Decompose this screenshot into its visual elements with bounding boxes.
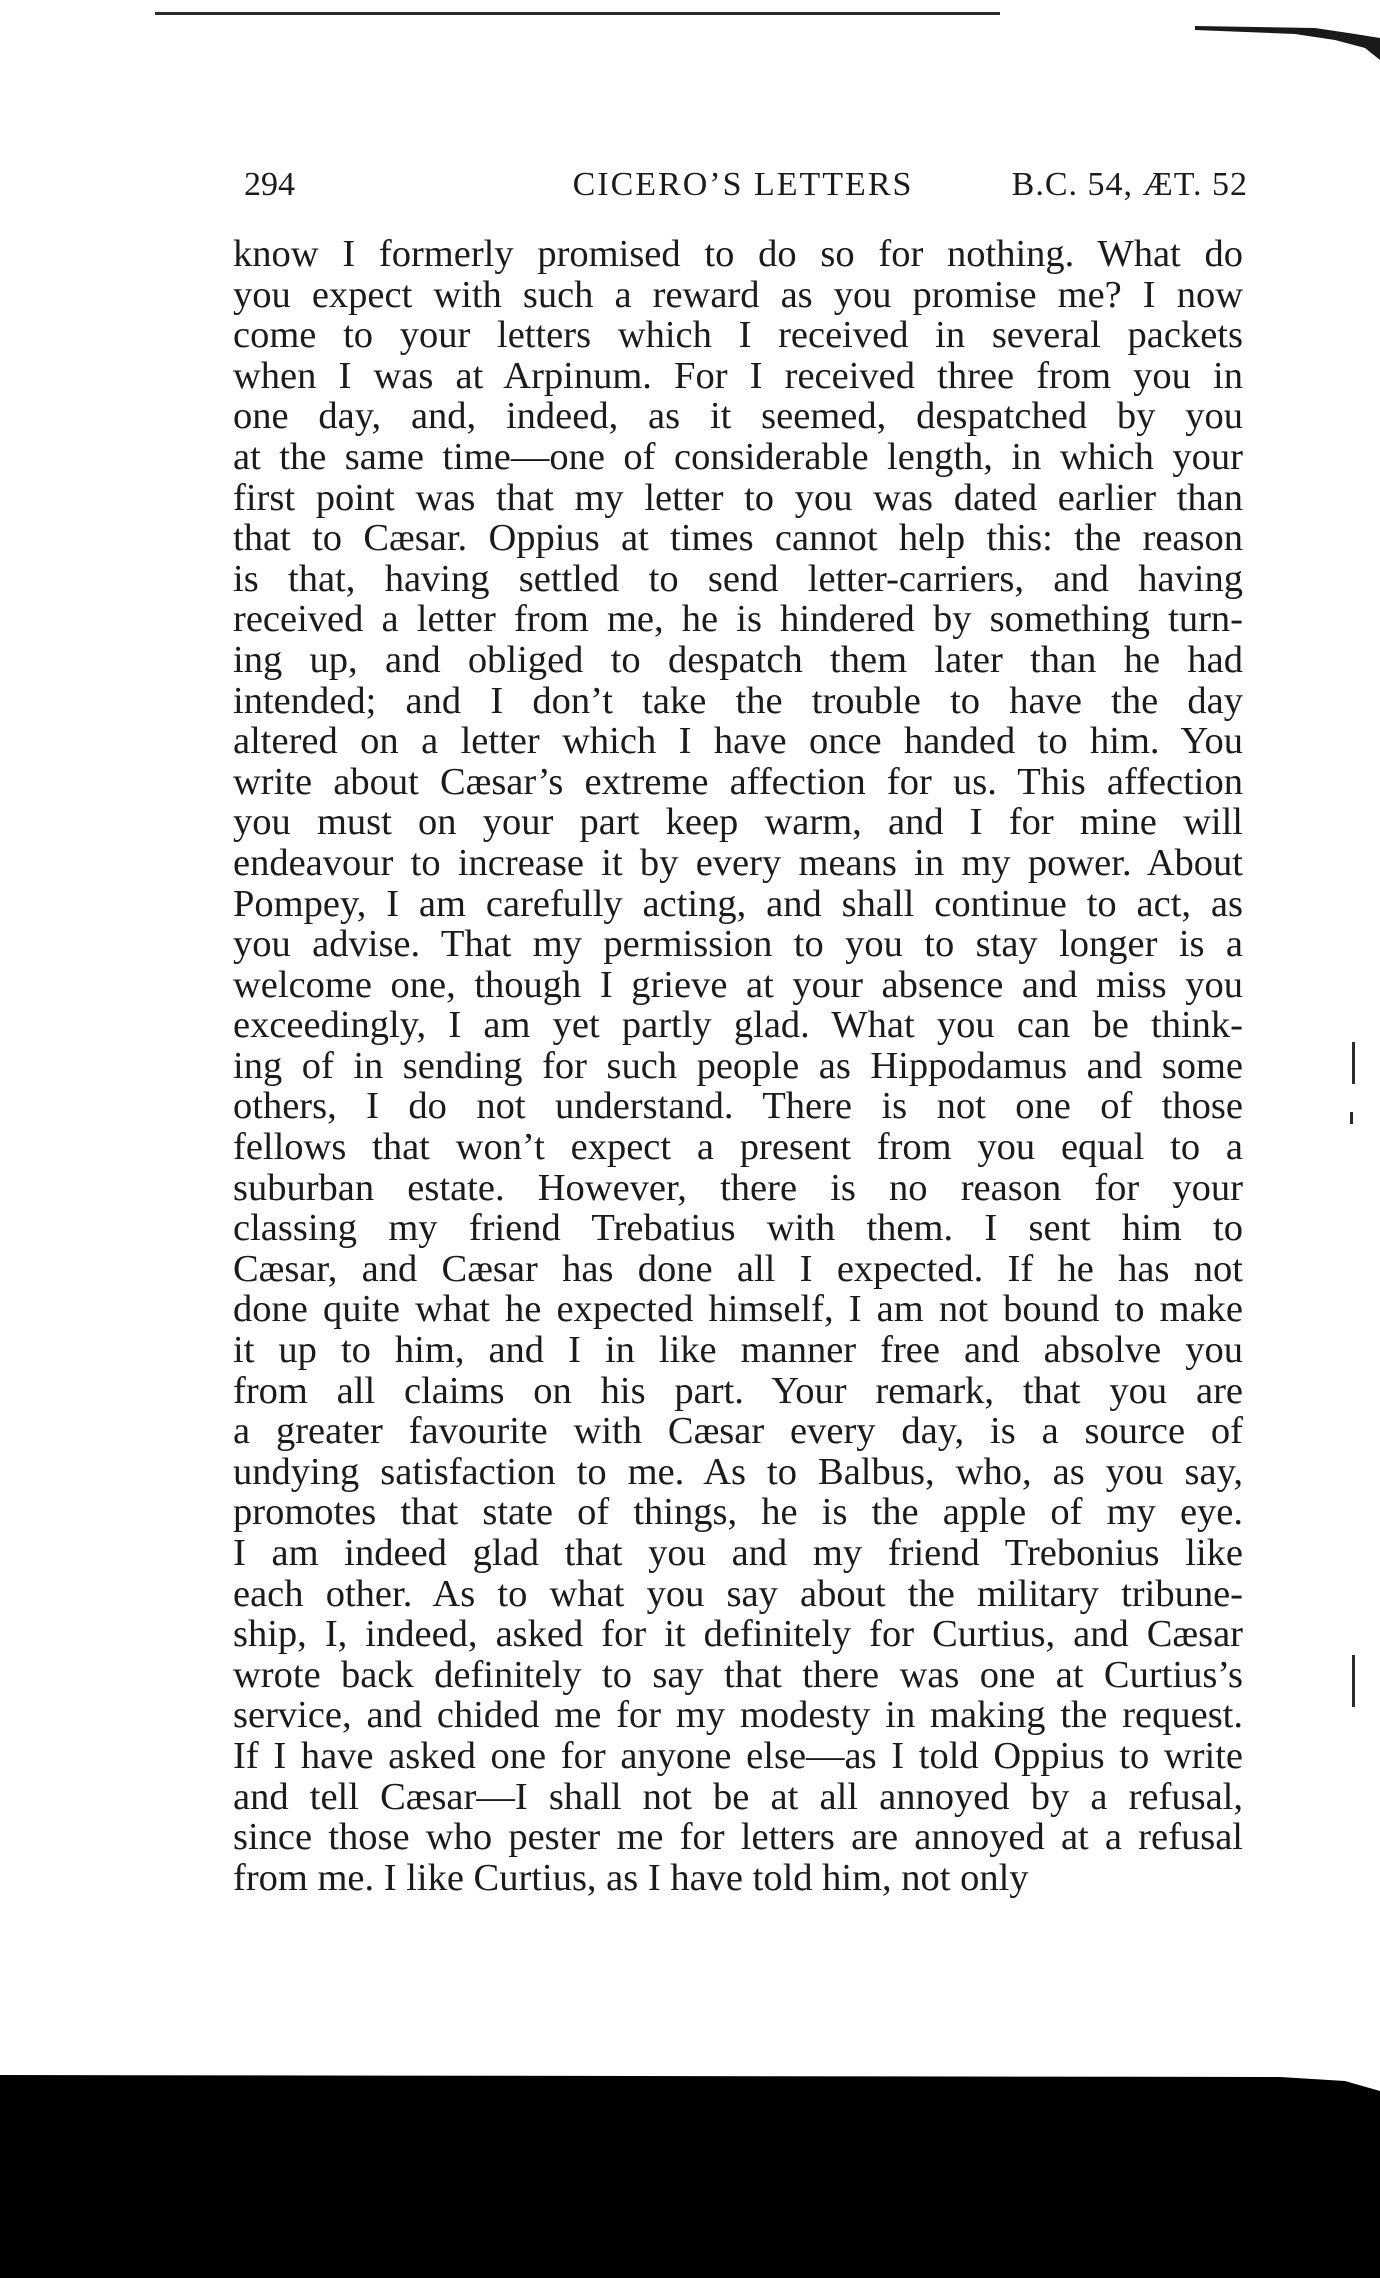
text-line: undying satisfaction to me. As to Balbus, who, as you say,: [233, 1451, 1243, 1493]
top-rule: [155, 12, 1000, 15]
text-line: received a letter from me, he is hindered by something turn-: [233, 599, 1243, 640]
scan-bottom-band: [0, 2075, 1380, 2278]
page-number: 294: [244, 166, 295, 203]
text-line: write about Cæsar’s extreme affection for us. This affection: [233, 761, 1243, 803]
margin-mark: [1350, 1112, 1353, 1124]
text-line: Pompey, I am carefully acting, and shall continue to act, as: [233, 883, 1243, 925]
text-line: suburban estate. However, there is no reason for your: [233, 1167, 1243, 1209]
text-line: promotes that state of things, he is the apple of my eye.: [233, 1492, 1243, 1533]
margin-mark: [1352, 1655, 1355, 1707]
text-line: done quite what he expected himself, I am not bound to make: [233, 1289, 1243, 1331]
text-line: wrote back definitely to say that there was one at Curtius’s: [233, 1654, 1243, 1696]
text-line: from all claims on his part. Your remark, that you are: [233, 1370, 1243, 1412]
text-line: that to Cæsar. Oppius at times cannot help this: the reason: [233, 518, 1243, 559]
text-line: you advise. That my permission to you to stay longer is a: [233, 924, 1243, 965]
text-line: come to your letters which I received in several packets: [233, 315, 1243, 356]
text-line: endeavour to increase it by every means in my power. About: [233, 842, 1243, 884]
page-header: [238, 160, 1248, 210]
text-line: first point was that my letter to you was dated earlier than: [233, 477, 1243, 519]
letter-body: [233, 234, 1243, 1898]
text-line: I am indeed glad that you and my friend Trebonius like: [233, 1533, 1243, 1574]
text-line: intended; and I don’t take the trouble to have the day: [233, 680, 1243, 722]
text-line: welcome one, though I grieve at your absence and miss you: [233, 964, 1243, 1006]
text-line: you must on your part keep warm, and I for mine will: [233, 802, 1243, 843]
text-line: you expect with such a reward as you promise me? I now: [233, 274, 1243, 316]
text-line: from me. I like Curtius, as I have told him, not only: [233, 1857, 1029, 1899]
text-line: and tell Cæsar—I shall not be at all annoyed by a refusal,: [233, 1776, 1243, 1818]
text-line: fellows that won’t expect a present from you equal to a: [233, 1127, 1243, 1168]
text-line: classing my friend Trebatius with them. I sent him to: [233, 1208, 1243, 1249]
text-line: ing up, and obliged to despatch them later than he had: [233, 639, 1243, 681]
text-line: at the same time—one of considerable length, in which your: [233, 436, 1243, 478]
text-line: it up to him, and I in like manner free and absolve you: [233, 1330, 1243, 1371]
date-reference: B.C. 54, ÆT. 52: [1011, 166, 1248, 203]
text-line: If I have asked one for anyone else—as I told Oppius to write: [233, 1735, 1243, 1777]
text-line: is that, having settled to send letter-carriers, and having: [233, 558, 1243, 600]
text-line: a greater favourite with Cæsar every day, is a source of: [233, 1411, 1243, 1452]
text-line: exceedingly, I am yet partly glad. What you can be think-: [233, 1005, 1243, 1046]
text-line: ship, I, indeed, asked for it definitely for Curtius, and Cæsar: [233, 1614, 1243, 1655]
running-title: CICERO’S LETTERS: [572, 166, 914, 203]
text-line: when I was at Arpinum. For I received three from you in: [233, 355, 1243, 397]
text-line: know I formerly promised to do so for nothing. What do: [233, 234, 1243, 275]
margin-mark: [1352, 1042, 1355, 1084]
text-line: others, I do not understand. There is not one of those: [233, 1086, 1243, 1128]
text-line: altered on a letter which I have once handed to him. You: [233, 721, 1243, 762]
corner-scan-mark: [1195, 18, 1380, 60]
text-line: since those who pester me for letters are annoyed at a refusal: [233, 1817, 1243, 1858]
text-line: one day, and, indeed, as it seemed, despatched by you: [233, 396, 1243, 437]
text-line: service, and chided me for my modesty in making the request.: [233, 1695, 1243, 1736]
text-line: Cæsar, and Cæsar has done all I expected. If he has not: [233, 1248, 1243, 1290]
text-line: each other. As to what you say about the military tribune-: [233, 1573, 1243, 1615]
text-line: ing of in sending for such people as Hippodamus and some: [233, 1045, 1243, 1087]
band-edge-shape: [0, 2075, 1380, 2105]
